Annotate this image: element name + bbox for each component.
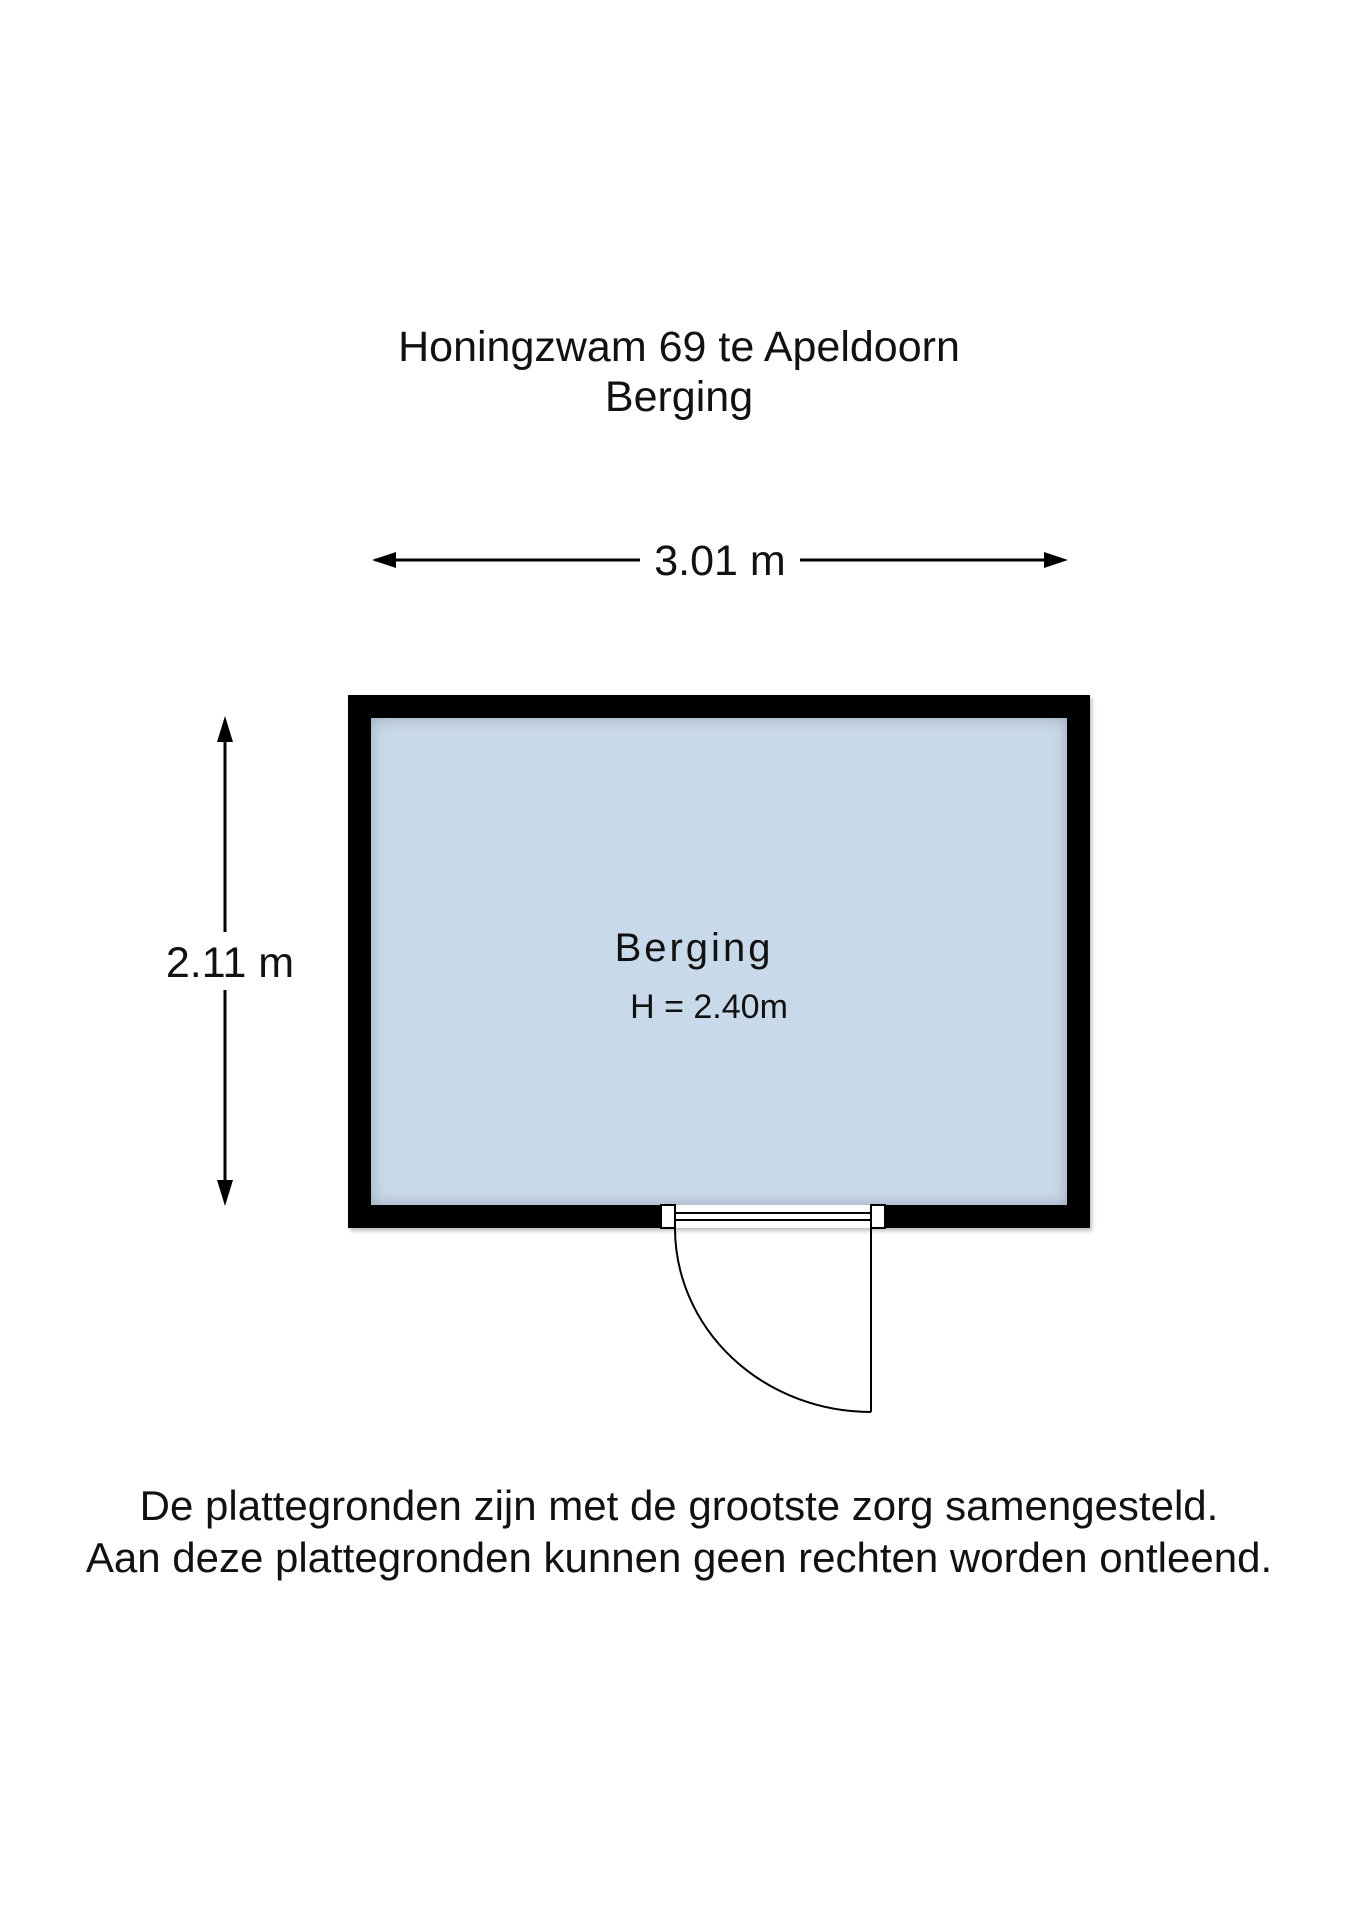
- address-title: Honingzwam 69 te Apeldoorn: [398, 323, 960, 371]
- room-ceiling-height-label: H = 2.40m: [630, 988, 788, 1026]
- room-name-label: Berging: [614, 926, 774, 970]
- disclaimer-line-1: De plattegronden zijn met de grootste zorg samengesteld.: [139, 1482, 1219, 1529]
- disclaimer-line-2: Aan deze plattegronden kunnen geen rechten worden ontleend.: [85, 1534, 1273, 1581]
- floor-title: Berging: [604, 373, 754, 421]
- door-swing: [675, 1228, 871, 1412]
- floorplan-title: [0, 322, 1358, 422]
- room-berging: [348, 695, 1090, 1228]
- height-dimension-label: 2.11 m: [150, 938, 310, 988]
- width-dimension-label: 3.01 m: [640, 536, 800, 586]
- disclaimer: [0, 1480, 1358, 1584]
